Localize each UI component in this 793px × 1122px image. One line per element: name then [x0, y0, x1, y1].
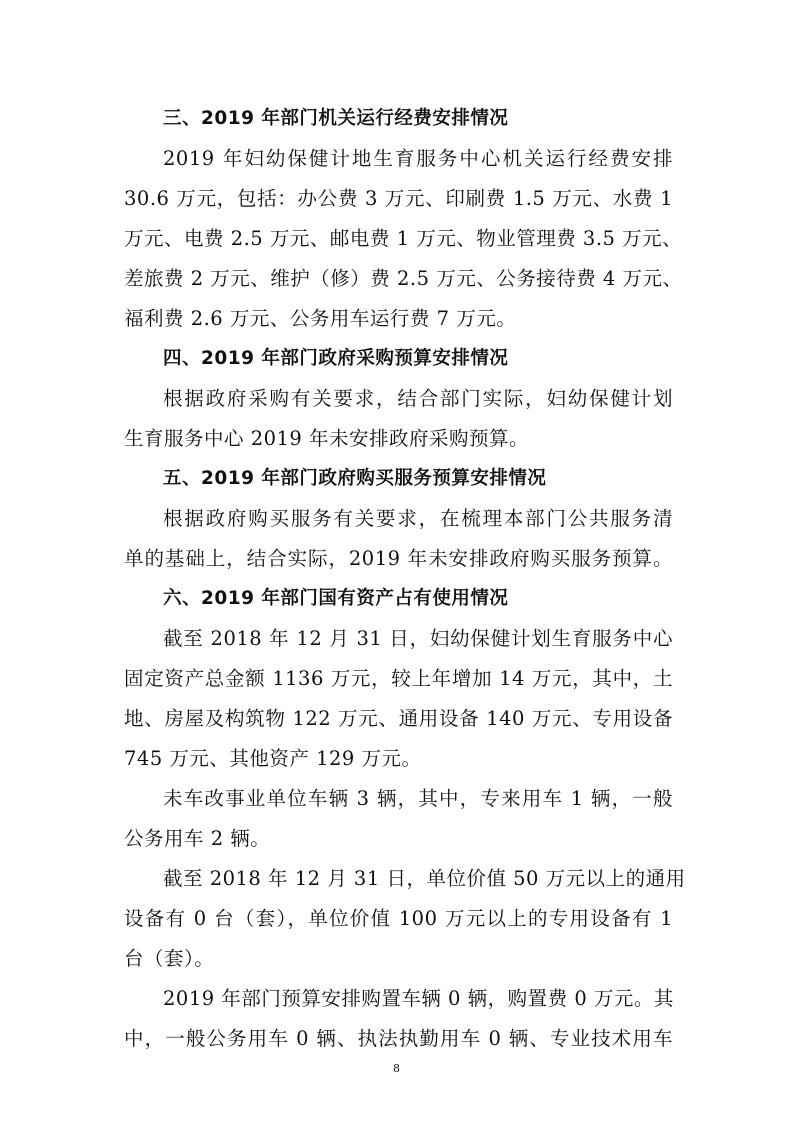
section-6-p2-line-2: 公务用车 2 辆。	[124, 827, 271, 850]
section-4-line-2: 生育服务中心 2019 年未安排政府采购预算。	[124, 427, 530, 450]
section-3-line-5: 福利费 2.6 万元、公务用车运行费 7 万元。	[124, 307, 517, 330]
page-number: 8	[393, 1062, 400, 1075]
section-6-heading: 六、2019 年部门国有资产占有使用情况	[163, 588, 509, 609]
section-6-p1-line-1: 截至 2018 年 12 月 31 日，妇幼保健计划生育服务中心	[163, 627, 673, 650]
section-3-line-1: 2019 年妇幼保健计地生育服务中心机关运行经费安排	[163, 147, 673, 170]
section-6-p4-line-1: 2019 年部门预算安排购置车辆 0 辆，购置费 0 万元。其	[163, 987, 674, 1010]
section-3-line-2: 30.6 万元，包括：办公费 3 万元、印刷费 1.5 万元、水费 1	[124, 187, 673, 210]
section-6-p1-line-3: 地、房屋及构筑物 122 万元、通用设备 140 万元、专用设备	[124, 707, 673, 730]
section-6-p3-line-1: 截至 2018 年 12 月 31 日，单位价值 50 万元以上的通用	[163, 867, 686, 890]
section-3-heading: 三、2019 年部门机关运行经费安排情况	[163, 108, 509, 129]
section-4-heading: 四、2019 年部门政府采购预算安排情况	[163, 348, 509, 369]
section-3-line-3: 万元、电费 2.5 万元、邮电费 1 万元、物业管理费 3.5 万元、	[124, 227, 683, 250]
section-6-p3-line-3: 台（套）。	[124, 947, 215, 970]
section-5-line-1: 根据政府购买服务有关要求，在梳理本部门公共服务清	[163, 507, 673, 530]
section-5-heading: 五、2019 年部门政府购买服务预算安排情况	[163, 468, 547, 489]
section-6-p1-line-2: 固定资产总金额 1136 万元，较上年增加 14 万元，其中，土	[124, 667, 673, 690]
section-6-p1-line-4: 745 万元、其他资产 129 万元。	[124, 747, 422, 770]
section-4-line-1: 根据政府采购有关要求，结合部门实际，妇幼保健计划	[163, 387, 673, 410]
section-6-p2-line-1: 未车改事业单位车辆 3 辆，其中，专来用车 1 辆，一般	[163, 787, 673, 810]
section-5-line-2: 单的基础上，结合实际，2019 年未安排政府购买服务预算。	[124, 547, 673, 570]
section-6-p4-line-2: 中，一般公务用车 0 辆、执法执勤用车 0 辆、专业技术用车	[124, 1027, 673, 1050]
section-3-line-4: 差旅费 2 万元、维护（修）费 2.5 万元、公务接待费 4 万元、	[124, 267, 683, 290]
section-6-p3-line-2: 设备有 0 台（套），单位价值 100 万元以上的专用设备有 1	[124, 907, 673, 930]
